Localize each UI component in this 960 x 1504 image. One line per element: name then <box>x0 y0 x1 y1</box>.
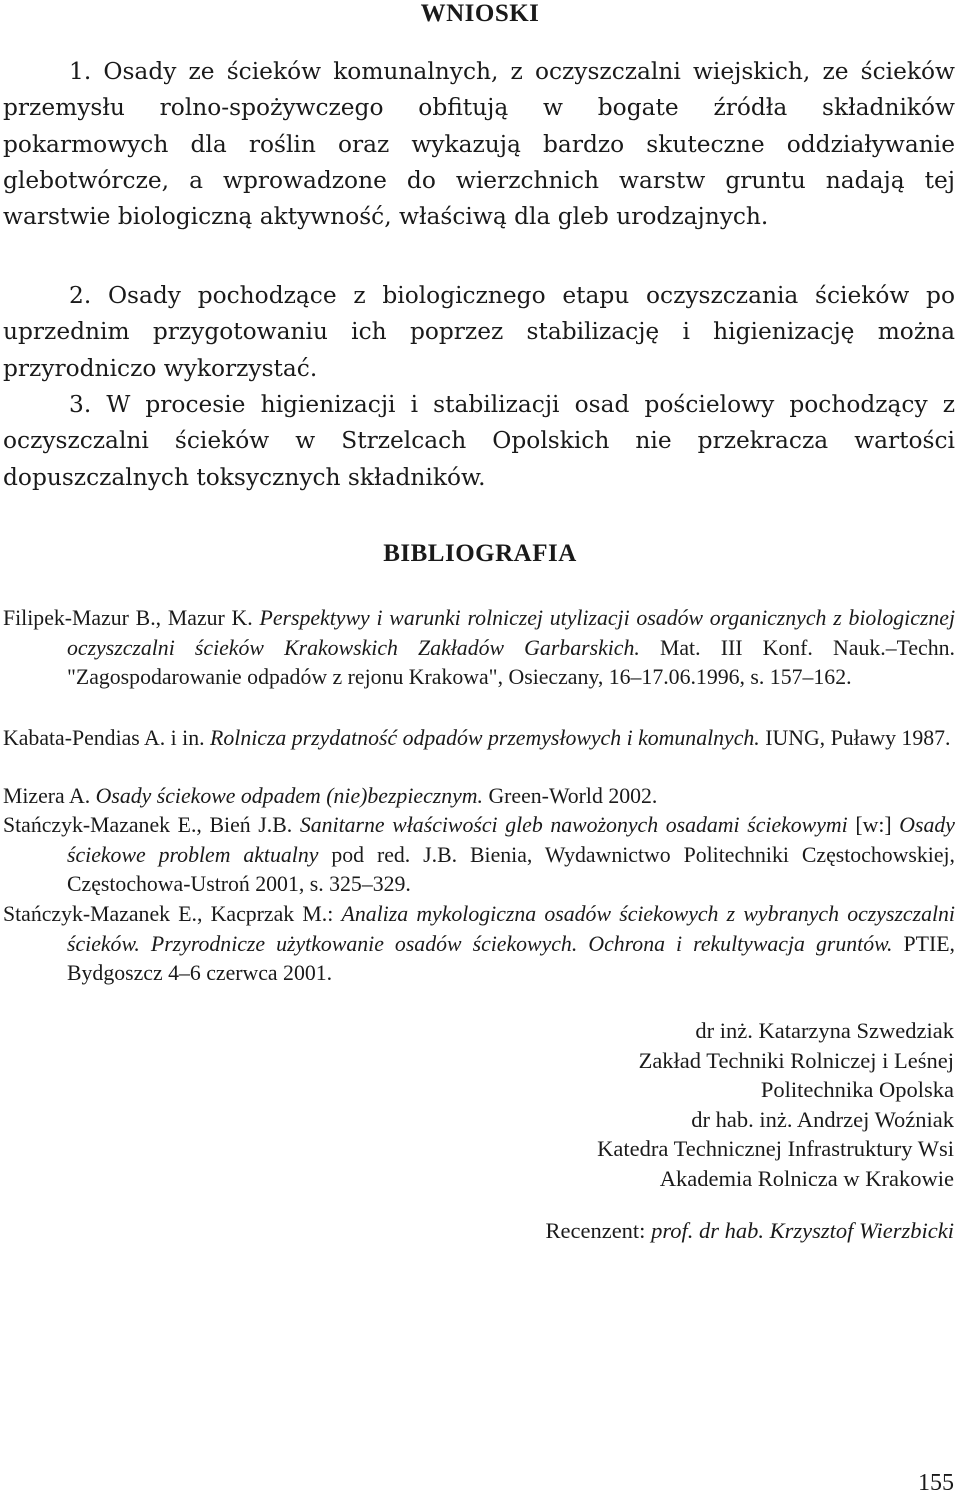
entry-authors: Stańczyk-Mazanek E., Kacprzak M.: <box>3 902 334 926</box>
reviewer-line <box>545 1218 954 1244</box>
entry-authors: Stańczyk-Mazanek E., Bień J.B. <box>3 813 293 837</box>
reviewer-label: Recenzent: <box>545 1218 646 1243</box>
entry-title: Rolnicza przydatność odpadów przemysłowych i komunalnych. <box>210 726 760 750</box>
entry-book-title: Osady ściekowe problem aktualny <box>67 813 955 867</box>
entry-details: IUNG, Puławy 1987. <box>765 726 951 750</box>
bibliography-heading: BIBLIOGRAFIA <box>383 540 577 567</box>
entry-authors: Kabata-Pendias A. i in. <box>3 726 205 750</box>
entry-in-marker: [w:] <box>855 813 892 837</box>
entry-details: Green-World 2002. <box>488 784 658 808</box>
bibliography-entry <box>3 724 955 754</box>
author-name: dr inż. Katarzyna Szwedziak <box>695 1018 954 1043</box>
conclusion-text: W procesie higienizacji i stabilizacji osad pościelowy pochodzący z oczyszczalni ścieków w Strzelcach Opolskich nie przekracza wartości dopuszczalnych toksycznych składników. <box>3 391 955 491</box>
conclusion-item <box>3 387 955 496</box>
conclusion-item <box>3 278 955 387</box>
entry-details: Mat. III Konf. Nauk.–Techn. "Zagospodarowanie odpadów z rejonu Krakowa", Osieczany, 16–17.06.1996, s. 157–162. <box>67 635 955 690</box>
bibliography-entry <box>3 604 955 693</box>
conclusions-heading: WNIOSKI <box>420 0 540 27</box>
page-number: 155 <box>918 1470 954 1496</box>
author-institution: Politechnika Opolska <box>760 1077 954 1103</box>
conclusion-text: Osady pochodzące z biologicznego etapu oczyszczania ścieków po uprzednim przygotowaniu ich poprzez stabilizację i higienizację można przyrodniczo wykorzystać. <box>3 282 955 382</box>
conclusion-number: 3. <box>69 391 92 418</box>
entry-details: PTIE, Bydgoszcz 4–6 czerwca 2001. <box>67 931 955 986</box>
bibliography-entry <box>3 900 955 989</box>
conclusion-number: 2. <box>69 282 92 309</box>
entry-title: Sanitarne właściwości gleb nawożonych osadami ściekowymi <box>299 813 848 837</box>
entry-title: Perspektywy i warunki rolniczej utylizacji osadów organicznych z biologicznej oczyszczalni ścieków Krakowskich Zakładów Garbarskich. <box>67 606 956 660</box>
entry-authors: Filipek-Mazur B., Mazur K. <box>3 606 253 630</box>
entry-details: pod red. J.B. Bienia, Wydawnictwo Politechniki Częstochowskiej, Częstochowa-Ustroń 2001, s. 325–329. <box>67 842 956 897</box>
bibliography-entry <box>3 782 955 812</box>
bibliography-entry <box>3 811 955 900</box>
entry-title: Osady ściekowe odpadem (nie)bezpiecznym. <box>95 784 483 808</box>
conclusion-item <box>3 54 955 235</box>
author-name: dr hab. inż. Andrzej Woźniak <box>691 1106 954 1132</box>
entry-title: Analiza mykologiczna osadów ściekowych z wybranych oczyszczalni ścieków. Przyrodnicze użytkowanie osadów ściekowych. Ochrona i rekultywacja gruntów. <box>67 902 955 956</box>
author-institution: Akademia Rolnicza w Krakowie <box>659 1165 954 1191</box>
signature-block <box>354 1016 954 1194</box>
conclusion-text: Osady ze ścieków komunalnych, z oczyszczalni wiejskich, ze ścieków przemysłu rolno-spożywczego obfitują w bogate źródła składników pokarmowych dla roślin oraz wykazują bardzo skuteczne oddziaływanie glebotwórcze, a wprowadzone do wierzchnich warstw gruntu nadają tej warstwie biologiczną aktywność, właściwą dla gleb urodzajnych. <box>3 58 955 231</box>
conclusion-number: 1. <box>69 58 92 85</box>
reviewer-name: prof. dr hab. Krzysztof Wierzbicki <box>651 1218 954 1243</box>
entry-authors: Mizera A. <box>3 784 91 808</box>
author-affiliation: Zakład Techniki Rolniczej i Leśnej <box>638 1047 954 1073</box>
author-affiliation: Katedra Technicznej Infrastruktury Wsi <box>597 1136 954 1162</box>
